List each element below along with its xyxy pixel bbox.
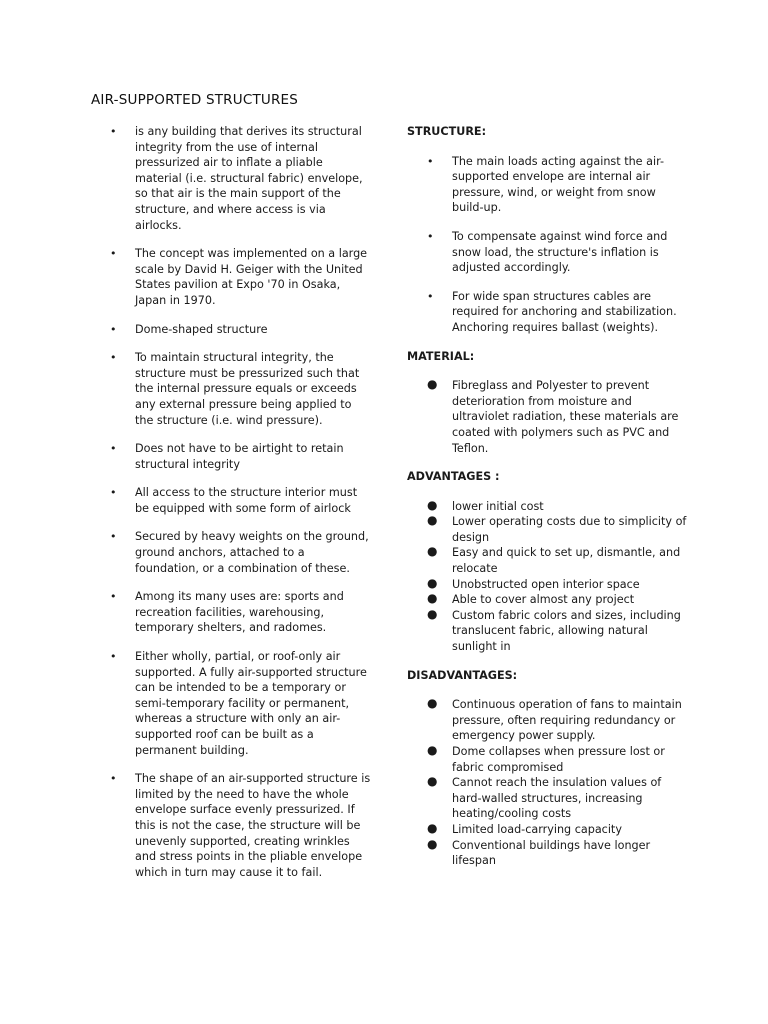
disadvantages-heading: DISADVANTAGES: (407, 668, 518, 682)
bullet-icon: ● (427, 696, 438, 711)
advantages-list (407, 499, 687, 655)
bullet-icon: • (110, 650, 117, 664)
list-item: ● Limited load-carrying capacity (427, 820, 622, 836)
intro-list (110, 124, 372, 880)
list-item: ● Cannot reach the insulation values of hard-walled structures, increasing heating/cooling costs (427, 774, 662, 821)
list-item: ● Custom fabric colors and sizes, including translucent fabric, allowing natural sunlight in (427, 606, 681, 654)
bullet-icon: • (110, 125, 117, 138)
list-item: ● Dome collapses when pressure lost or fabric compromised (427, 743, 665, 774)
list-item: • For wide span structures cables are required for anchoring and stabilization. Anchoring requires ballast (weights). (427, 289, 677, 334)
list-item: • To maintain structural integrity, the structure must be pressurized such that the internal pressure equals or exceeds any external pressure being applied to the structure (i.e. wind pressure). (110, 351, 360, 427)
structure-list (407, 154, 687, 336)
list-item: ● Easy and quick to set up, dismantle, and relocate (427, 544, 681, 576)
list-item: ● Able to cover almost any project (427, 591, 635, 607)
material-heading: MATERIAL: (407, 349, 475, 363)
bullet-icon: ● (427, 820, 438, 835)
material-list (407, 378, 687, 456)
advantages-heading: ADVANTAGES : (407, 470, 500, 484)
bullet-icon: • (110, 351, 117, 365)
bullet-icon: ● (427, 836, 438, 851)
bullet-icon: • (427, 229, 434, 243)
list-item: • Dome-shaped structure (110, 322, 268, 336)
bullet-icon: ● (427, 513, 438, 528)
structure-heading: STRUCTURE: (407, 125, 487, 138)
list-item: • Either wholly, partial, or roof-only air supported. A fully air-supported structure can be intended to be a temporary or semi-temporary facility or permanent, whereas a structure with only an air-supported roof can be built as a permanent building. (110, 650, 367, 757)
list-item: ● Fibreglass and Polyester to prevent deterioration from moisture and ultraviolet radiation, these materials are coated with polymers such as PVC and Teflon. (427, 377, 679, 455)
bullet-icon: ● (427, 606, 438, 621)
list-item: • Secured by heavy weights on the ground, ground anchors, attached to a foundation, or a combination of these. (110, 530, 369, 575)
bullet-icon: ● (427, 743, 438, 757)
bullet-icon: • (110, 442, 117, 456)
list-item: • All access to the structure interior must be equipped with some form of airlock (110, 486, 358, 515)
list-item: • To compensate against wind force and snow load, the structure's inflation is adjusted accordingly. (427, 229, 668, 275)
list-item: • is any building that derives its structural integrity from the use of internal pressurized air to inflate a pliable material (i.e. structural fabric) envelope, so that air is the main support of the structure, and where access is via airlocks. (110, 125, 363, 232)
bullet-icon: • (110, 486, 117, 500)
list-item: • The concept was implemented on a large scale by David H. Geiger with the United States pavilion at Expo '70 in Osaka, Japan in 1970. (110, 247, 368, 307)
bullet-icon: • (110, 772, 117, 786)
bullet-icon: • (110, 530, 117, 544)
list-item: ● Lower operating costs due to simplicity of design (427, 513, 687, 544)
right-column (407, 124, 687, 869)
bullet-icon: ● (427, 575, 438, 590)
bullet-icon: • (427, 289, 434, 303)
disadvantages-list (407, 697, 687, 869)
list-item: ● Continuous operation of fans to maintain pressure, often requiring redundancy or emergency power supply. (427, 696, 682, 743)
list-item: ● lower initial cost (427, 497, 544, 513)
bullet-icon: ● (427, 497, 438, 512)
left-column (110, 124, 372, 893)
list-item: ● Unobstructed open interior space (427, 575, 640, 591)
list-item: ● Conventional buildings have longer lifespan (427, 836, 651, 868)
list-item: • Does not have to be airtight to retain structural integrity (110, 442, 344, 471)
bullet-icon: • (110, 247, 117, 261)
bullet-icon: ● (427, 591, 438, 606)
bullet-icon: • (427, 154, 434, 168)
list-item: • The shape of an air-supported structure is limited by the need to have the whole envelope surface evenly pressurized. If this is not the case, the structure will be unevenly supported, creating wrinkles and stress points in the pliable envelope which in turn may cause it to fail. (110, 772, 371, 879)
list-item: • The main loads acting against the air-supported envelope are internal air pressure, wind, or weight from snow build-up. (427, 154, 664, 215)
bullet-icon: ● (427, 544, 438, 559)
list-item: • Among its many uses are: sports and recreation facilities, warehousing, temporary shelters, and radomes. (110, 590, 344, 635)
bullet-icon: • (110, 590, 117, 604)
bullet-icon: • (110, 322, 117, 336)
page-title: AIR-SUPPORTED STRUCTURES (91, 92, 299, 108)
bullet-icon: ● (427, 377, 438, 392)
bullet-icon: ● (427, 774, 438, 789)
